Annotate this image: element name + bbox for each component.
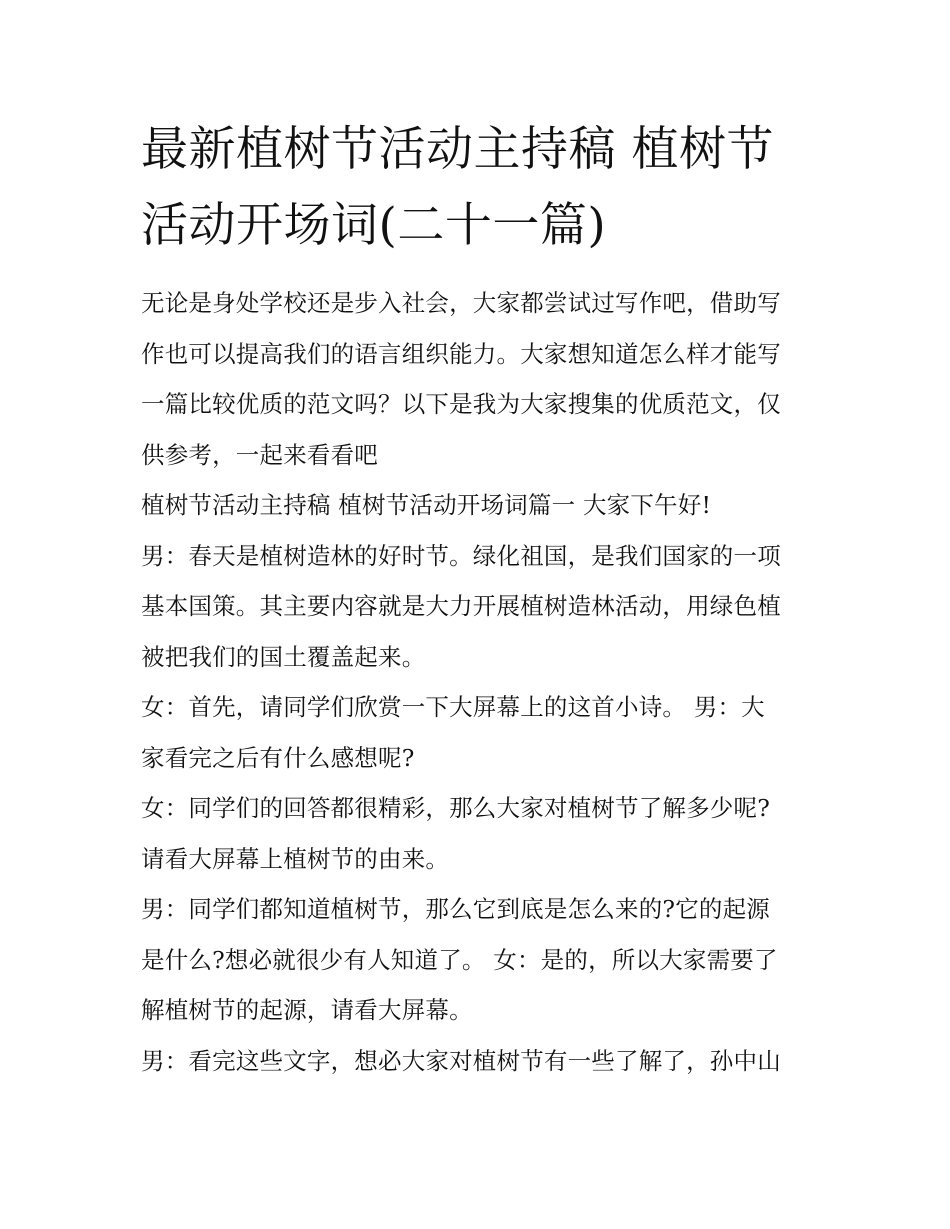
paragraph-male-3: 男：看完这些文字，想必大家对植树节有一些了解了，孙中山 [141,1046,781,1075]
paragraph-male-1: 男：春天是植树造林的好时节。绿化祖国，是我们国家的一项 基本国策。其主要内容就是大力开展植树造林活动，用绿色植 被把我们的国土覆盖起来。 [141,541,781,671]
paragraph-greeting: 植树节活动主持稿 植树节活动开场词篇一 大家下午好! [141,491,712,519]
paragraph-male-2: 男：同学们都知道植树节，那么它到底是怎么来的?它的起源 是什么?想必就很少有人知道了。 女：是的，所以大家需要了 解植树节的起源，请看大屏幕。 [141,895,778,1024]
paragraph-intro: 无论是身处学校还是步入社会，大家都尝试过写作吧，借助写 作也可以提高我们的语言组织能力。大家想知道怎么样才能写 一篇比较优质的范文吗？以下是我为大家搜集的优质范文，仅 供参考，一起来看看吧 [141,289,781,469]
document-title: 最新植树节活动主持稿 植树节 活动开场词(二十一篇) [141,122,774,253]
document-body [141,278,811,1086]
document-content [141,112,811,1086]
paragraph-female-1: 女：首先，请同学们欣赏一下大屏幕上的这首小诗。 男：大 家看完之后有什么感想呢? [141,693,765,772]
paragraph-female-2: 女：同学们的回答都很精彩，那么大家对植树节了解多少呢? 请看大屏幕上植树节的由来。 [141,794,770,873]
